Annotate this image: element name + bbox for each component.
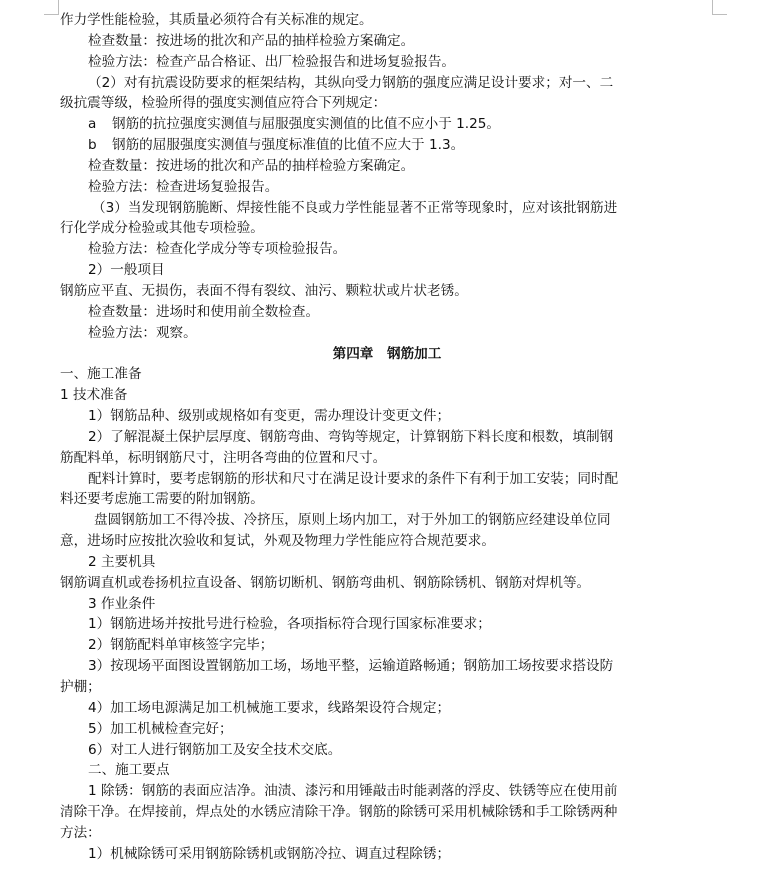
text-line: 1 除锈：钢筋的表面应洁净。油渍、漆污和用锤敲击时能剥落的浮皮、铁锈等应在使用前 [88,783,618,800]
text-line: 级抗震等级，检验所得的强度实测值应符合下列规定： [60,95,387,112]
text-line: 护棚； [60,679,101,695]
text-line: 清除干净。在焊接前，焊点处的水锈应清除干净。钢筋的除锈可采用机械除锈和手工除锈两种 [60,804,618,821]
section-heading: 二、施工要点 [88,762,170,779]
page-corner-mark-right [712,0,727,15]
text-line: 筋配料单，标明钢筋尺寸，注明各弯曲的位置和尺寸。 [60,449,387,466]
list-letter: b [88,137,97,154]
text-line: 2）一般项目 [88,262,165,279]
text-line: 3）按现场平面图设置钢筋加工场，场地平整，运输道路畅通；钢筋加工场按要求搭设防 [88,658,614,675]
text-line: 意，进场时应按批次验收和复试，外观及物理力学性能应符合规范要求。 [60,533,495,550]
text-line: 检查数量：进场时和使用前全数检查。 [88,303,320,320]
list-letter: a [88,116,97,133]
text-line: 检验方法：检查产品合格证、出厂检验报告和进场复验报告。 [88,53,456,70]
text-line: 检查数量：按进场的批次和产品的抽样检验方案确定。 [88,157,415,174]
text-line: 4）加工场电源满足加工机械施工要求，线路架设符合规定； [88,699,451,716]
text-line: 1）钢筋进场并按批号进行检验，各项指标符合现行国家标准要求； [88,616,491,633]
list-item-a [60,114,714,135]
text-line: 检验方法：检查化学成分等专项检验报告。 [88,241,347,258]
text-line: 配料计算时，要考虑钢筋的形状和尺寸在满足设计要求的条件下有利于加工安装；同时配 [88,470,619,487]
text-line: 作力学性能检验，其质量必须符合有关标准的规定。 [60,12,373,28]
text-line: 检验方法：观察。 [88,324,197,341]
text-line: 方法： [60,824,101,841]
text-line: 1）钢筋品种、级别或规格如有变更，需办理设计变更文件； [88,408,451,425]
text-line: 5）加工机械检查完好； [88,720,233,737]
page-corner-mark-left [44,0,59,15]
chapter-heading: 第四章 钢筋加工 [332,345,442,362]
subsection-heading: 3 作业条件 [88,595,156,612]
list-item-text: 钢筋的抗拉强度实测值与屈服强度实测值的比值不应小于 1.25。 [112,116,501,133]
text-line: 2）钢筋配料单审核签字完毕； [88,637,274,654]
text-line: 钢筋调直机或卷扬机拉直设备、钢筋切断机、钢筋弯曲机、钢筋除锈机、钢筋对焊机等。 [60,574,591,591]
text-line: 盘圆钢筋加工不得冷拔、冷挤压，原则上场内加工，对于外加工的钢筋应经建设单位同 [94,512,611,529]
list-item-text: 钢筋的屈服强度实测值与强度标准值的比值不应大于 1.3。 [112,137,465,154]
section-heading: 一、施工准备 [60,366,142,383]
subsection-heading: 1 技术准备 [60,387,128,404]
text-line: 1）机械除锈可采用钢筋除锈机或钢筋冷拉、调直过程除锈； [88,845,451,862]
text-line: 检查数量：按进场的批次和产品的抽样检验方案确定。 [88,32,415,49]
text-line: 钢筋应平直、无损伤，表面不得有裂纹、油污、颗粒状或片状老锈。 [60,282,468,299]
text-line: （2）对有抗震设防要求的框架结构，其纵向受力钢筋的强度应满足设计要求；对一、二 [88,74,614,91]
text-line: 2）了解混凝土保护层厚度、钢筋弯曲、弯钩等规定，计算钢筋下料长度和根数，填制钢 [88,428,614,445]
list-item-b [60,135,714,156]
text-line: （3）当发现钢筋脆断、焊接性能不良或力学性能显著不正常等现象时，应对该批钢筋进 [92,199,618,216]
text-line: 6）对工人进行钢筋加工及安全技术交底。 [88,741,342,758]
text-line: 检验方法：检查进场复验报告。 [88,178,279,195]
subsection-heading: 2 主要机具 [88,553,156,570]
text-line: 行化学成分检验或其他专项检验。 [60,220,264,237]
document-body [60,10,714,865]
text-line: 料还要考虑施工需要的附加钢筋。 [60,491,264,508]
